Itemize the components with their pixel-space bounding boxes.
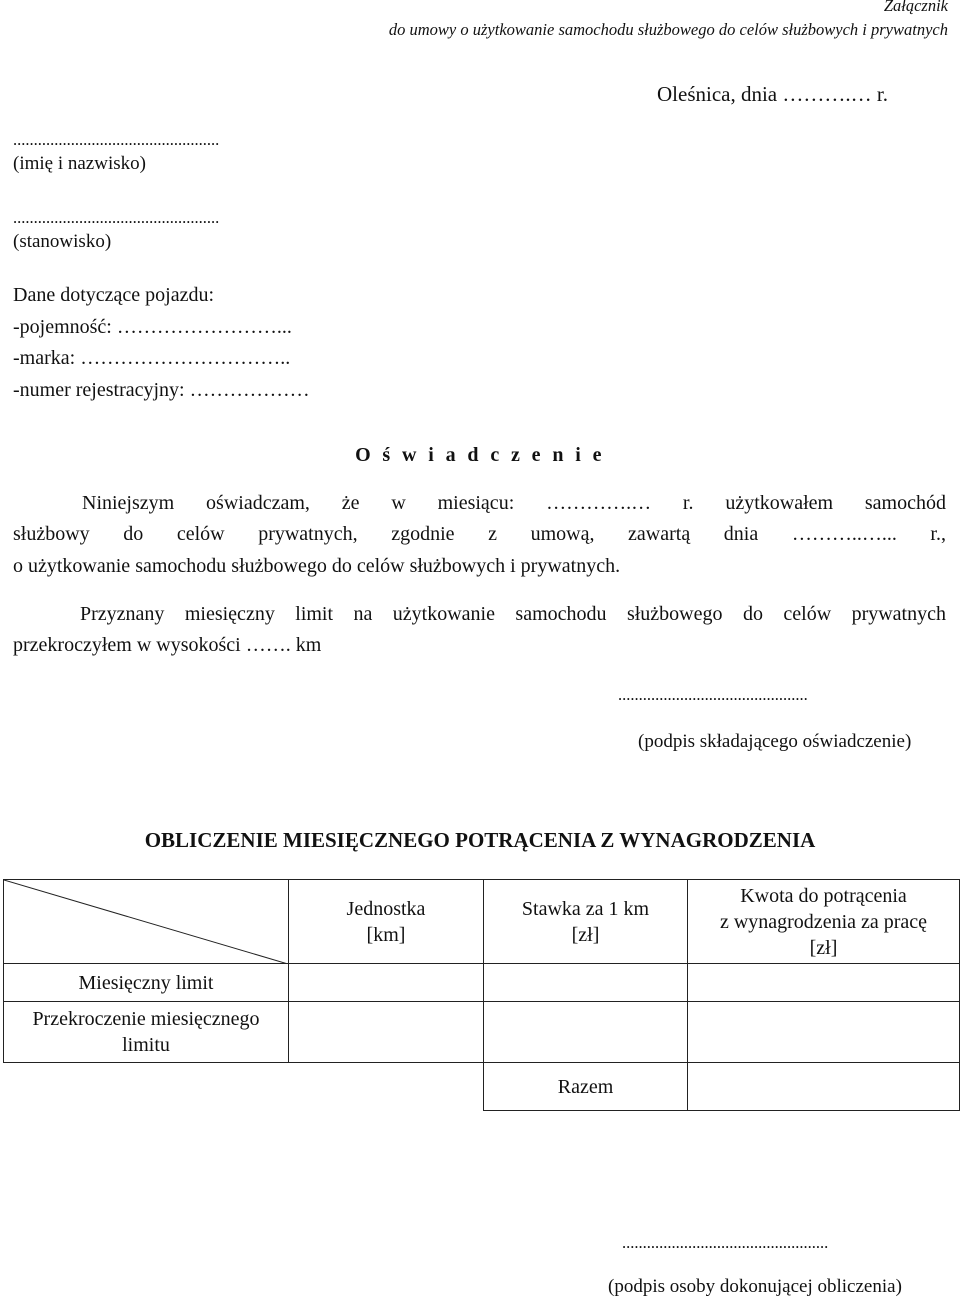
diagonal-header-cell — [4, 880, 289, 964]
col-unit-line-2: [km] — [366, 923, 406, 946]
col-amount-line-2: z wynagrodzenia za pracę — [719, 910, 928, 933]
statement-title — [0, 444, 960, 467]
col-amount-line-1: Kwota do potrącenia — [740, 884, 907, 907]
col-unit-header — [289, 880, 484, 964]
vehicle-heading: Dane dotyczące pojazdu: — [13, 284, 215, 306]
signature-2-label: (podpis osoby dokonującej obliczenia) — [608, 1276, 902, 1297]
position-label: (stanowisko) — [13, 231, 112, 252]
signature-1-dots: .............................................. — [618, 685, 808, 704]
col-unit-line-1: Jednostka — [346, 897, 426, 920]
signature-1-label: (podpis składającego oświadczenie) — [638, 731, 912, 752]
row-limit-exceeded-rate — [484, 1002, 688, 1063]
row-monthly-limit-amount — [688, 964, 960, 1002]
row-limit-exceeded-line-2: limitu — [122, 1034, 170, 1056]
row-limit-exceeded-line-1: Przekroczenie miesięcznego — [32, 1008, 260, 1030]
vehicle-brand: -marka: ………………………….. — [13, 347, 291, 369]
col-rate-line-1: Stawka za 1 km — [521, 897, 650, 920]
total-empty-2 — [289, 1063, 484, 1111]
row-limit-exceeded-amount — [688, 1002, 960, 1063]
statement-line-3: o użytkowanie samochodu służbowego do celów służbowych i prywatnych. — [13, 555, 621, 577]
row-limit-exceeded-label — [4, 1002, 289, 1063]
statement-line-5: przekroczyłem w wysokości ……. km — [13, 634, 322, 656]
row-monthly-limit-label: Miesięczny limit — [4, 964, 289, 1002]
col-amount-line-3: [zł] — [809, 936, 838, 959]
total-amount — [688, 1063, 960, 1111]
calculation-table — [3, 879, 960, 1111]
statement-line-2: służbowy do celów prywatnych, zgodnie z umową, zawartą dnia ………..…... r., — [13, 523, 946, 545]
position-dots: .................................................. — [13, 208, 220, 227]
row-monthly-limit-unit — [289, 964, 484, 1002]
col-amount-header — [688, 880, 960, 964]
signature-2-dots: .................................................. — [622, 1233, 829, 1252]
row-limit-exceeded-unit — [289, 1002, 484, 1063]
statement-line-4: Przyznany miesięczny limit na użytkowanie samochodu służbowego do celów prywatnych — [80, 603, 946, 625]
total-label: Razem — [484, 1063, 688, 1111]
diagonal-line — [4, 880, 288, 964]
calculation-title: OBLICZENIE MIESIĘCZNEGO POTRĄCENIA Z WYNAGRODZENIA — [144, 828, 816, 852]
name-label: (imię i nazwisko) — [13, 153, 146, 174]
name-dots: .................................................. — [13, 130, 220, 149]
statement-title-text: O ś w i a d c z e n i e — [355, 444, 605, 466]
col-rate-header — [484, 880, 688, 964]
vehicle-registration: -numer rejestracyjny: ……………… — [13, 379, 310, 401]
place-date: Oleśnica, dnia ……….… r. — [657, 82, 888, 106]
vehicle-capacity: -pojemność: ……………………... — [13, 316, 292, 338]
attachment-label: Załącznik — [883, 0, 948, 15]
row-monthly-limit-rate — [484, 964, 688, 1002]
total-empty-1 — [4, 1063, 289, 1111]
col-rate-line-2: [zł] — [571, 923, 600, 946]
statement-line-1: Niniejszym oświadczam, że w miesiącu: ………….… r. użytkowałem samochód — [82, 492, 946, 514]
attachment-subtitle: do umowy o użytkowanie samochodu służbowego do celów służbowych i prywatnych — [388, 20, 948, 39]
